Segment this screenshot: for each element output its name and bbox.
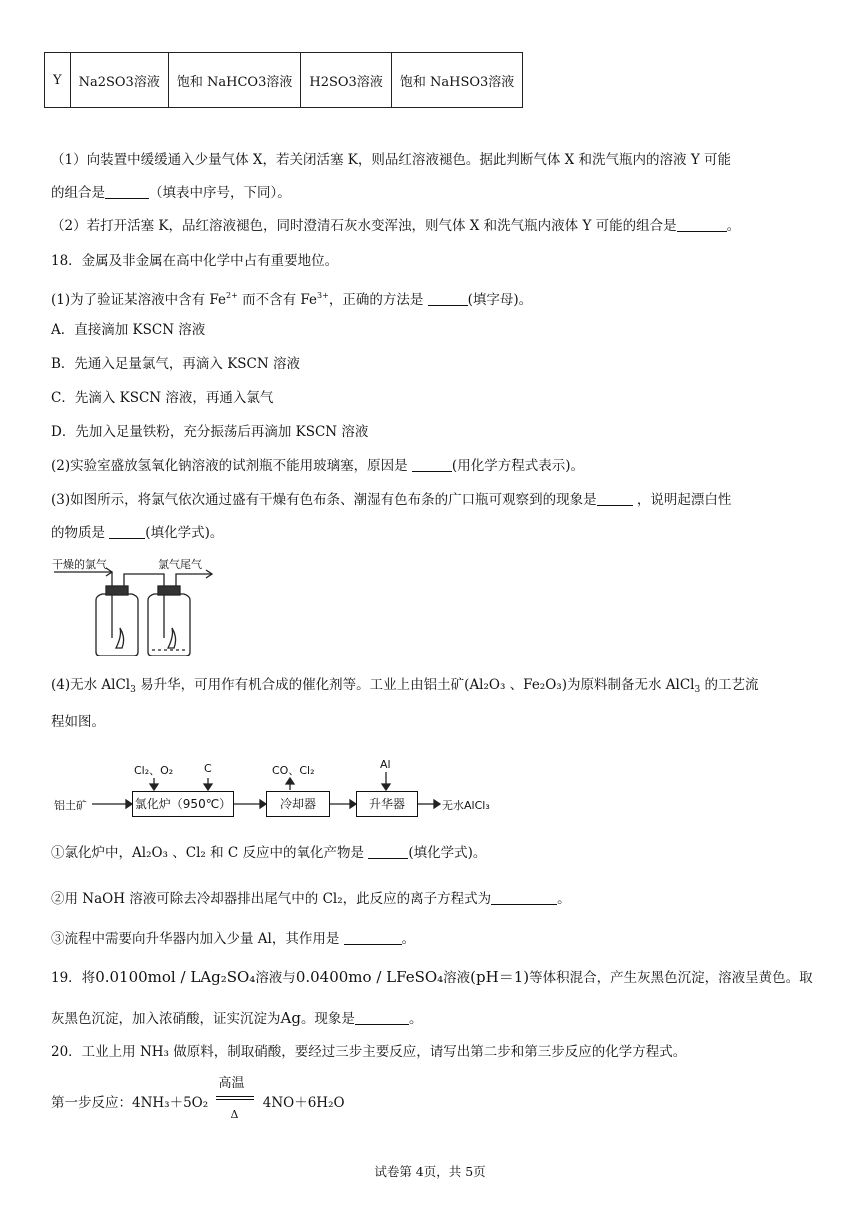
cell-3 [301, 53, 391, 108]
q18-c2 [51, 889, 571, 909]
text: 溶液 [443, 970, 471, 986]
fig-output-label: 氯气尾气 [158, 558, 202, 571]
q20-step1 [51, 1076, 345, 1121]
q19-line1 [51, 967, 813, 988]
bottles-drawing [52, 556, 222, 656]
q18-s4-line2: 程如图。 [51, 714, 105, 730]
q17-part1-line2 [51, 183, 291, 203]
text: 的组合是 [51, 185, 105, 201]
text: 。 [726, 218, 741, 234]
cell-1 [70, 53, 168, 108]
flow-box-chlorinator: 氯化炉（950℃） [132, 791, 234, 817]
text: （填表中序号，下同）。 [149, 185, 291, 201]
text: ①氯化炉中， [51, 845, 132, 861]
text: 。 [401, 931, 416, 947]
q18-c3 [51, 929, 415, 949]
text: ，正确的方法是 [328, 292, 428, 308]
reagent-table [44, 52, 523, 108]
q18-s3-line2 [51, 523, 223, 543]
formula: Ag [280, 1009, 301, 1027]
text: 的物质是 [51, 525, 110, 541]
q18-c1 [51, 843, 486, 863]
text: ②用 NaOH 溶液可除去冷却器排出尾气中的 [51, 891, 323, 907]
row-label: Y [45, 53, 71, 108]
flow-box-sublimator: 升华器 [356, 791, 418, 817]
formula: (pH＝1) [470, 968, 530, 986]
formula: Al₂O₃ 、Fe₂O₃ [469, 677, 562, 693]
text: 。 [557, 891, 571, 907]
reaction-condition [216, 1076, 254, 1121]
formula: NaHCO3 [207, 74, 267, 90]
formula: NaHSO3 [429, 74, 489, 90]
text: ，此反应的离子方程式为 [342, 891, 492, 907]
text: 等体积混合，产生灰黑色沉淀，溶液呈黄色。取 [529, 970, 813, 986]
condition-top: 高温 [218, 1076, 245, 1091]
text: (4)无水 AlCl [51, 677, 131, 693]
answer-blank[interactable] [677, 217, 727, 232]
text: 灰黑色沉淀，加入浓硝酸，证实沉淀为 [51, 1011, 281, 1027]
flow-box-cooler: 冷却器 [266, 791, 330, 817]
text: 和 C 反应中的氧化产物是 [205, 845, 369, 861]
answer-blank[interactable] [355, 1010, 409, 1025]
cell-4 [391, 53, 522, 108]
q18-s4-line1: (4)无水 AlCl$_3$ 易升华，可用作有机合成的催化剂等。工业上由铝土矿(Al₂O₃ 、Fe₂O₃)为原料制备无水 AlCl$_3$ 的工艺流 [51, 677, 759, 695]
text: 第一步反应：4NH₃＋5O₂ [51, 1095, 209, 1111]
cell-2 [168, 53, 301, 108]
fig-input-label: 干燥的氯气 [52, 558, 107, 571]
formula: 0.0100mol / LAg₂SO₄ [95, 968, 256, 986]
option-c: C．先滴入 KSCN 溶液，再通入氯气 [51, 390, 274, 406]
prefix: 饱和 [176, 74, 203, 90]
text: (用化学方程式表示)。 [451, 458, 584, 474]
q19-line2 [51, 1008, 422, 1029]
answer-blank[interactable] [428, 291, 468, 306]
text: 易升华，可用作有机合成的催化剂等。工业上由铝土矿( [135, 677, 470, 693]
text: 溶液与 [255, 970, 296, 986]
q18-title: 18．金属及非金属在高中化学中占有重要地位。 [51, 253, 339, 269]
condition-bottom: Δ [230, 1108, 239, 1121]
suffix: 溶液 [266, 74, 293, 90]
text: 。 [408, 1011, 423, 1027]
text: (2)实验室盛放氢氧化钠溶液的试剂瓶不能用玻璃塞，原因是 [51, 458, 412, 474]
text: (填字母)。 [467, 292, 533, 308]
flow-output: 无水AlCl₃ [442, 799, 490, 812]
q17-part1-line1: （1）向装置中缓缓通入少量气体 X，若关闭活塞 K，则品红溶液褪色。据此判断气体 X 和洗气瓶内的溶液 Y 可能 [51, 152, 732, 168]
flow-reagent-2: C [204, 762, 212, 775]
option-d: D．先加入足量铁粉，充分振荡后再滴加 KSCN 溶液 [51, 424, 369, 440]
flow-reagent-al: Al [380, 758, 391, 771]
charge: 3+ [317, 291, 329, 300]
option-a: A．直接滴加 KSCN 溶液 [51, 322, 206, 338]
text: 。现象是 [300, 1011, 355, 1027]
suffix: 溶液 [356, 74, 383, 90]
flow-reagent-1: Cl₂、O₂ [134, 764, 174, 777]
q18-s3-line1 [51, 490, 731, 510]
process-flow-diagram [54, 756, 514, 826]
flow-input: 铝土矿 [54, 799, 87, 812]
formula: Na2SO3 [78, 74, 134, 90]
q17-part2 [51, 216, 740, 236]
text: ，说明起漂白性 [632, 492, 732, 508]
text: ③流程中需要向升华器内加入少量 Al，其作用是 [51, 931, 344, 947]
answer-blank[interactable] [491, 890, 557, 905]
option-b: B．先通入足量氯气，再滴入 KSCN 溶液 [51, 356, 300, 372]
formula: Al₂O₃ 、Cl₂ [132, 845, 206, 861]
equals-line-2 [216, 1099, 254, 1100]
text: （2）若打开活塞 K，品红溶液褪色，同时澄清石灰水变浑浊，则气体 X 和洗气瓶内液体 Y 可能的组合是 [51, 218, 677, 234]
q18-s1 [51, 286, 532, 310]
suffix: 溶液 [133, 74, 160, 90]
answer-blank[interactable] [597, 491, 633, 506]
answer-blank[interactable] [368, 844, 408, 859]
answer-blank[interactable] [109, 524, 145, 539]
answer-blank[interactable] [344, 930, 402, 945]
equals-line-1 [216, 1096, 254, 1097]
answer-blank[interactable] [105, 184, 149, 199]
charge: 2+ [226, 291, 238, 300]
text: (3)如图所示，将氯气依次通过盛有干燥有色布条、潮湿有色布条的广口瓶可观察到的现象是 [51, 492, 597, 508]
prefix: 饱和 [399, 74, 426, 90]
text: (填化学式)。 [145, 525, 224, 541]
q20-line1: 20．工业上用 NH₃ 做原料，制取硝酸，要经过三步主要反应，请写出第二步和第三步反应的化学方程式。 [51, 1044, 687, 1060]
text: 4NO＋6H₂O [262, 1095, 345, 1111]
answer-blank[interactable] [412, 457, 452, 472]
table-row [45, 53, 523, 108]
flow-offgas: CO、Cl₂ [272, 764, 315, 777]
text: (1)为了验证某溶液中含有 Fe [51, 292, 227, 308]
q18-s2 [51, 456, 584, 476]
text: )为原料制备无水 AlCl [561, 677, 695, 693]
gas-bottle-figure [52, 556, 222, 656]
page-footer: 试卷第 4页，共 5页 [374, 1164, 486, 1179]
formula: Cl₂ [322, 891, 343, 907]
text: 19．将 [51, 970, 96, 986]
text: 而不含有 Fe [237, 292, 318, 308]
formula: H2SO3 [309, 74, 357, 90]
suffix: 溶液 [488, 74, 515, 90]
text: 的工艺流 [700, 677, 759, 693]
text: (填化学式)。 [408, 845, 487, 861]
formula: 0.0400mo / LFeSO₄ [295, 968, 444, 986]
